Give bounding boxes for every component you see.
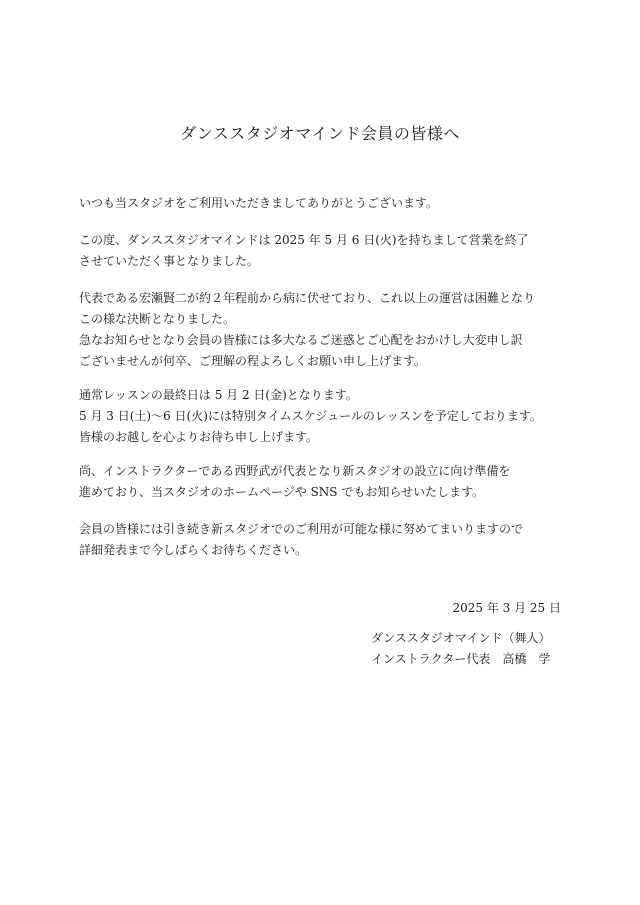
closure-paragraph — [79, 230, 579, 272]
text-line: 皆様のお越しを心よりお待ち申し上げます。 — [79, 430, 319, 444]
text-line: 急なお知らせとなり会員の皆様には多大なるご迷惑とご心配をおかけし大変申し訳 — [79, 333, 523, 347]
closing-paragraph — [79, 519, 579, 561]
new-studio-paragraph — [79, 461, 579, 503]
signatory: インストラクター代表 高橋 学 — [371, 652, 551, 666]
document-title: ダンススタジオマインド会員の皆様へ — [180, 124, 460, 143]
text-line: ございませんが何卒、ご理解の程よろしくお願い申し上げます。 — [79, 354, 427, 368]
text-line: させていただく事となりました。 — [79, 254, 260, 268]
signature-block — [371, 628, 551, 670]
text-line: 会員の皆様には引き続き新スタジオでのご利用が可能な様に努めてまいりますので — [79, 522, 524, 536]
text-line: 代表である宏瀬賢二が約２年程前から病に伏せており、これ以上の運営は困難となり — [79, 291, 536, 305]
reason-paragraph — [79, 288, 579, 372]
text-line: 詳細発表まで今しばらくお待ちください。 — [79, 543, 308, 557]
text-line: 5 月 3 日(土)〜6 日(火)には特別タイムスケジュールのレッスンを予定しております。 — [79, 409, 542, 423]
document-date: 2025 年 3 月 25 日 — [452, 601, 561, 615]
text-line: 通常レッスンの最終日は 5 月 2 日(金)となります。 — [79, 388, 358, 402]
text-line: いつも当スタジオをご利用いただきましてありがとうございます。 — [79, 196, 439, 210]
text-line: 尚、インストラクターである西野武が代表となり新スタジオの設立に向け準備を — [79, 464, 511, 478]
studio-name: ダンススタジオマインド（舞人） — [371, 631, 551, 645]
text-line: 進めており、当スタジオのホームページや SNS でもお知らせいたします。 — [79, 485, 485, 499]
greeting-paragraph — [79, 193, 579, 214]
text-line: この様な決断となりました。 — [79, 312, 236, 326]
schedule-paragraph — [79, 385, 579, 448]
text-line: この度、ダンススタジオマインドは 2025 年 5 月 6 日(火)を持ちまして営業を終了 — [79, 233, 529, 247]
